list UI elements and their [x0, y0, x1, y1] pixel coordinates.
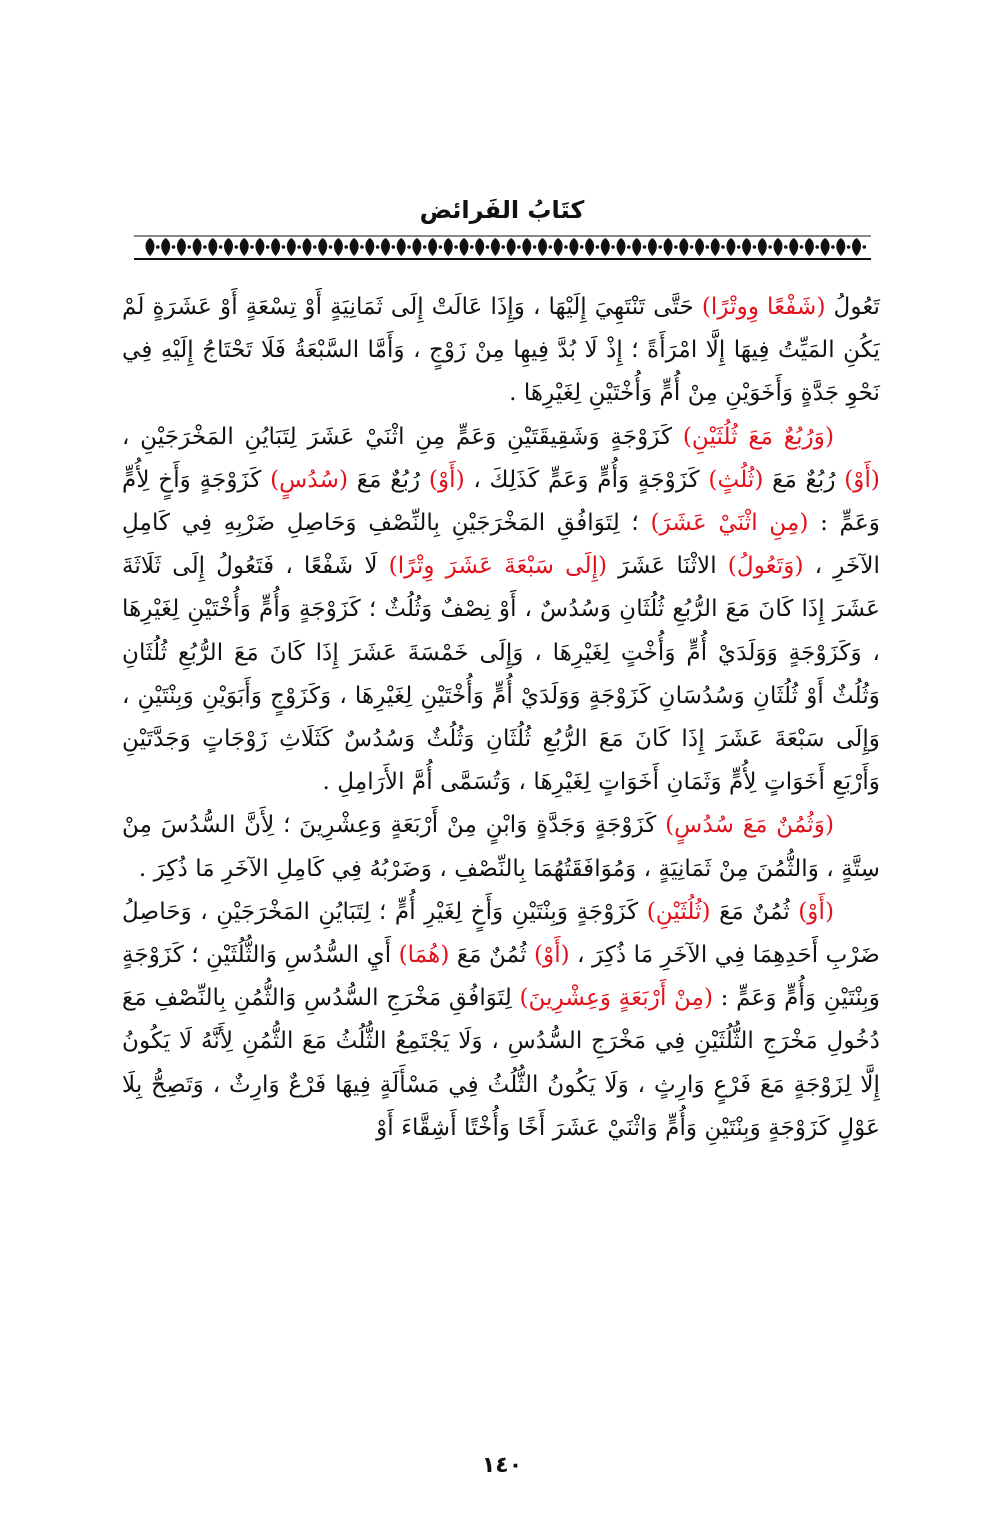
paragraph: [122, 890, 880, 1149]
ornament-dot: [517, 245, 521, 249]
commentary-text: رُبُعٌ مَعَ: [763, 465, 845, 493]
highlighted-matn-text: (سُدُسٍ): [270, 465, 349, 493]
ornament-motif: [224, 238, 233, 256]
ornament-motif: [334, 238, 343, 256]
ornament-motif: [350, 238, 359, 256]
ornament-motif: [177, 238, 186, 256]
ornament-dot: [313, 245, 317, 249]
ornament-dot: [187, 245, 191, 249]
ornament-dot: [376, 245, 380, 249]
ornament-motif: [507, 238, 516, 256]
ornament-dot: [501, 245, 505, 249]
ornament-motif: [412, 238, 421, 256]
ornament-motif: [444, 238, 453, 256]
ornament-dot: [344, 245, 348, 249]
ornament-motif: [821, 238, 830, 256]
ornament-dot: [643, 245, 647, 249]
ornament-motif: [617, 238, 626, 256]
ornament-dot: [721, 245, 725, 249]
commentary-text: رُبُعٌ مَعَ: [348, 465, 429, 493]
highlighted-matn-text: (أَوْ): [844, 465, 880, 493]
commentary-text: لِتَوَافُقِ مَخْرَجِ السُّدُسِ وَالثُّمُنِ بِالنِّصْفِ مَعَ دُخُولِ مَخْرَجِ الثُّلُثَيْنِ فِي مَخْرَجِ السُّدُسِ ، وَلَا يَجْتَمِعُ الثُّلُثُ مَعَ الثُّمُنِ لِأَنَّهُ لَا يَكُونُ إِلَّا لِزَوْجَةٍ مَعَ فَرْعٍ وَارِثٍ ، وَلَا يَكُونُ الثُّلُثُ فِي مَسْأَلَةٍ فِيهَا فَرْعٌ وَارِثٌ ، وَتَصِحُّ بِلَا عَوْلٍ كَزَوْجَةٍ وَبِنْتَيْنِ وَأُمٍّ وَاثْنَيْ عَشَرَ أَخًا وَأُخْتًا أَشِقَّاءَ أَوْ: [122, 984, 880, 1141]
ornament-motif: [193, 238, 202, 256]
ornament-dot: [611, 245, 615, 249]
ornament-motif: [585, 238, 594, 256]
commentary-text: ثُمُنٌ مَعَ: [710, 897, 799, 925]
ornament-motif: [648, 238, 657, 256]
ornament-dot: [737, 245, 741, 249]
ornament-dot: [596, 245, 600, 249]
ornament-motif: [146, 238, 155, 256]
ornament-dot: [831, 245, 835, 249]
ornament-dot: [674, 245, 678, 249]
highlighted-matn-text: (أَوْ): [428, 465, 465, 493]
highlighted-matn-text: (أَوْ): [533, 941, 570, 969]
ornament-motif: [428, 238, 437, 256]
ornament-dot: [454, 245, 458, 249]
ornament-motif: [601, 238, 610, 256]
highlighted-matn-text: (هُمَا): [398, 941, 450, 969]
highlighted-matn-text: (وَتَعُولُ): [727, 552, 804, 580]
ornament-motif: [255, 238, 264, 256]
ornament-dot: [564, 245, 568, 249]
ornament-motif: [664, 238, 673, 256]
highlighted-matn-text: (ثُلُثَيْنِ): [646, 897, 711, 925]
commentary-text: كَزَوْجَةٍ وَبِنْتَيْنِ وَأَخٍ لِغَيْرِ أُمٍّ ؛ لِتَبَايُنِ المَخْرَجَيْنِ ، وَحَاصِلُ ضَرْبِ أَحَدِهِمَا فِي الآخَرِ مَا ذُكِرَ ،: [122, 897, 880, 969]
highlighted-matn-text: (وَثُمُنٌ مَعَ سُدُسٍ): [665, 811, 835, 839]
ornament-motif: [695, 238, 704, 256]
ornament-dot: [470, 245, 474, 249]
paragraph: [122, 285, 880, 415]
commentary-text: كَزَوْجَةٍ وَجَدَّةٍ وَابْنٍ مِنْ أَرْبَعَةٍ وَعِشْرِينَ ؛ لِأَنَّ السُّدُسَ مِنْ سِتَّةٍ ، وَالثُّمُنَ مِنْ ثَمَانِيَةٍ ، وَمُوَافَقَتُهُمَا بِالنِّصْفِ ، وَضَرْبُهُ فِي كَامِلِ الآخَرِ مَا ذُكِرَ .: [122, 811, 880, 882]
commentary-text: كَزَوْجَةٍ وَشَقِيقَتَيْنِ وَعَمٍّ مِنِ اثْنَيْ عَشَرَ لِتَبَايُنِ المَخْرَجَيْنِ ،: [122, 422, 683, 450]
ornamental-divider: [130, 232, 875, 262]
ornament-motif: [271, 238, 280, 256]
ornament-motif: [381, 238, 390, 256]
ornament-dot: [627, 245, 631, 249]
ornament-motif: [852, 238, 861, 256]
ornament-motif: [569, 238, 578, 256]
ornament-dot: [219, 245, 223, 249]
ornament-motif: [475, 238, 484, 256]
ornament-motif: [726, 238, 735, 256]
ornament-dot: [486, 245, 490, 249]
ornament-motif: [679, 238, 688, 256]
highlighted-matn-text: (مِنْ أَرْبَعَةٍ وَعِشْرِينَ): [519, 984, 714, 1012]
commentary-text: تَعُولُ: [825, 293, 880, 320]
highlighted-matn-text: (شَفْعًا وِوتْرًا): [701, 293, 826, 320]
ornament-motif: [774, 238, 783, 256]
ornament-dot: [439, 245, 443, 249]
ornament-dot: [815, 245, 819, 249]
commentary-text: ؛ لِتَوَافُقِ المَخْرَجَيْنِ بِالنِّصْفِ وَحَاصِلِ ضَرْبِهِ فِي كَامِلِ الآخَرِ ،: [122, 509, 880, 580]
paragraph: [122, 415, 880, 804]
ornament-motif: [365, 238, 374, 256]
highlighted-matn-text: (أَوْ): [798, 897, 834, 925]
ornament-dot: [706, 245, 710, 249]
ornament-motif: [554, 238, 563, 256]
ornament-motif: [208, 238, 217, 256]
ornament-motif: [161, 238, 170, 256]
commentary-text: كَزَوْجَةٍ وَأُمٍّ وَعَمٍّ كَذَلِكَ ،: [464, 465, 709, 493]
ornament-dot: [156, 245, 160, 249]
body-text: [122, 285, 880, 1149]
highlighted-matn-text: (ثُلُثٍ): [708, 465, 764, 493]
ornament-dot: [753, 245, 757, 249]
ornament-dot: [690, 245, 694, 249]
page-number: ١٤٠: [481, 1453, 523, 1478]
commentary-text: لَا شَفْعًا ، فَتَعُولُ إِلَى ثَلَاثَةَ عَشَرَ إِذَا كَانَ مَعَ الرُّبُعِ ثُلُثَانِ وَسُدُسٌ ، أَوْ نِصْفٌ وَثُلُثٌ ؛ كَزَوْجَةٍ وَأُمٍّ وَأُخْتَيْنِ لِغَيْرِهَا ، وَكَزَوْجَةٍ وَوَلَدَيْ أُمٍّ وَأُخْتٍ لِغَيْرِهَا ، وَإِلَى خَمْسَةَ عَشَرَ إِذَا كَانَ مَعَ الرُّبُعِ ثُلُثَانِ وَثُلُثٌ أَوْ ثُلُثَانِ وَسُدُسَانِ كَزَوْجَةٍ وَوَلَدَيْ أُمٍّ وَأُخْتَيْنِ لِغَيْرِهَا ، وَكَزَوْجٍ وَأَبَوَيْنِ وَبِنْتَيْنِ ، وَإِلَى سَبْعَةَ عَشَرَ إِذَا كَانَ مَعَ الرُّبُعِ ثُلُثَانِ وَثُلُثٌ وَسُدُسٌ كَثَلَاثِ زَوْجَاتٍ وَجَدَّتَيْنِ وَأَرْبَعِ أَخَوَاتٍ لِأُمٍّ وَثَمَانِ أَخَوَاتٍ لِغَيْرِهَا ، وَتُسَمَّى أُمَّ الأَرَامِلِ .: [122, 552, 880, 796]
ornament-motif: [287, 238, 296, 256]
ornament-motif: [742, 238, 751, 256]
ornament-dot: [407, 245, 411, 249]
commentary-text: الاثْنَا عَشَرَ: [607, 552, 728, 580]
ornament-motif: [303, 238, 312, 256]
ornament-dot: [580, 245, 584, 249]
ornament-motif: [318, 238, 327, 256]
ornament-motif: [632, 238, 641, 256]
highlighted-matn-text: (إِلَى سَبْعَةَ عَشَرَ وِتْرًا): [388, 552, 608, 580]
ornament-motif: [491, 238, 500, 256]
ornament-dot: [266, 245, 270, 249]
ornament-motif: [522, 238, 531, 256]
ornament-dot: [329, 245, 333, 249]
ornament-dot: [235, 245, 239, 249]
ornament-dot: [392, 245, 396, 249]
ornament-motif: [711, 238, 720, 256]
ornament-motif: [397, 238, 406, 256]
ornament-dot: [784, 245, 788, 249]
ornament-motif: [805, 238, 814, 256]
ornament-dot: [172, 245, 176, 249]
chapter-title: كتَابُ الفَرائض: [419, 196, 585, 224]
ornament-dot: [360, 245, 364, 249]
ornament-dot: [863, 245, 867, 249]
ornament-dot: [847, 245, 851, 249]
paragraph: [122, 803, 880, 889]
commentary-text: ثُمُنٌ مَعَ: [449, 941, 534, 969]
ornament-dot: [423, 245, 427, 249]
ornament-dot: [549, 245, 553, 249]
highlighted-matn-text: (وَرُبُعٌ مَعَ ثُلُثَيْنِ): [682, 422, 834, 450]
ornament-dot: [533, 245, 537, 249]
ornament-motif: [538, 238, 547, 256]
commentary-text: حَتَّى تَنْتَهِيَ إِلَيْهَا ، وَإِذَا عَالَتْ إِلَى ثَمَانِيَةٍ أَوْ تِسْعَةٍ أَوْ عَشَرَةٍ لَمْ يَكُنِ المَيِّتُ فِيهَا إِلَّا امْرَأَةً ؛ إِذْ لَا بُدَّ فِيهِا مِنْ زَوْجٍ ، وَأَمَّا السَّبْعَةُ فَلَا تَحْتَاجُ إِلَيْهِ فِي نَحْوِ جَدَّةٍ وَأَخَوَيْنِ مِنْ أُمٍّ وَأُخْتَيْنِ لِغَيْرِهَا .: [122, 293, 880, 407]
commentary-text: كَزَوْجَةٍ وَأَخٍ لِأُمٍّ وَعَمٍّ :: [122, 465, 880, 537]
ornament-dot: [658, 245, 662, 249]
ornament-dot: [203, 245, 207, 249]
ornament-motif: [836, 238, 845, 256]
ornament-dot: [250, 245, 254, 249]
ornament-motif: [789, 238, 798, 256]
ornament-motif: [460, 238, 469, 256]
ornament-motif: [758, 238, 767, 256]
highlighted-matn-text: (مِنِ اثْنَيْ عَشَرَ): [650, 509, 809, 537]
commentary-text: أَيِ السُّدُسِ وَالثُّلُثَيْنِ ؛ كَزَوْجَةٍ وَبِنْتَيْنِ وَأُمٍّ وَعَمٍّ :: [122, 941, 880, 1012]
ornament-motif: [240, 238, 249, 256]
ornament-dot: [768, 245, 772, 249]
ornament-dot: [297, 245, 301, 249]
ornament-dot: [800, 245, 804, 249]
ornament-dot: [282, 245, 286, 249]
